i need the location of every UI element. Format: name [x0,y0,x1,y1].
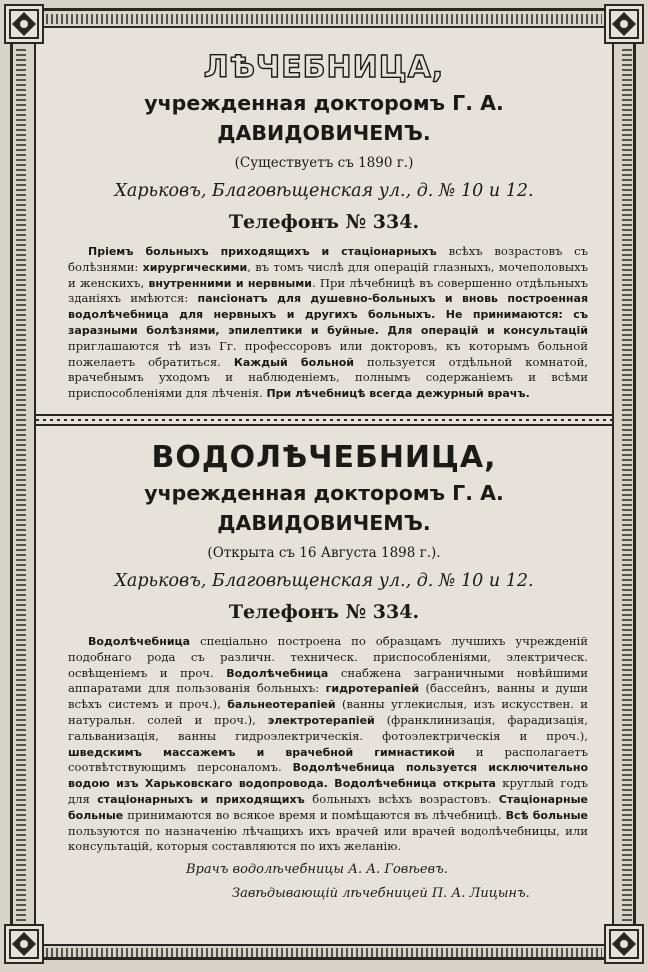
text-run: Водолѣчебница пользуется исключительно водою изъ Харьковскаго водопровода. Водолѣчебница открыта [68,761,588,791]
text-run: Водолѣчебница [88,635,191,648]
text-run: Водолѣчебница [226,666,329,680]
text-run: , въ томъ числѣ для операцій глазныхъ, мочеполовыхъ и женскихъ, [68,259,588,290]
text-run: стаціонарныхъ и приходящихъ [97,792,305,806]
text-run: (франклинизація, фарадизація, гальванизація, ванны гидроэлектрическія. фотоэлектрическія и проч.), [68,712,588,743]
clinic-title: ЛѢЧЕБНИЦА, [203,50,445,85]
hydro-since: (Открыта съ 16 Августа 1898 г.). [207,545,441,561]
corner-ornament-top-right [604,4,644,44]
text-run: приглашаются тѣ изъ Гг. профессоровъ или докторовъ, къ которымъ больной пожелаетъ обратиться. [68,338,588,369]
text-run: Стаціонарные больные [68,792,588,822]
text-run: . При лѣчебницѣ въ совершенно отдѣльныхъ зданіяхъ имѣются: [68,275,589,306]
hydro-title: ВОДОЛѢЧЕБНИЦА, [151,440,497,475]
clinic-since: (Существуетъ съ 1890 г.) [234,155,414,171]
hydro-body-text [68,634,588,855]
clinic-phone: Телефонъ № 334. [228,211,420,233]
text-run: снабжена заграничными новѣйшими аппаратами для пользованія больныхъ: [68,665,588,696]
text-run: и располагаетъ соотвѣтствующимъ персоналомъ. [68,744,589,775]
doctor-signature: Врачъ водолѣчебницы А. А. Говѣевъ. [186,862,448,878]
text-run: шведскимъ массажемъ и врачебной гимнастикой [68,745,456,759]
clinic-address: Харьковъ, Благовѣщенская ул., д. № 10 и 12. [114,181,534,201]
text-run: электротерапіей [267,713,375,727]
text-run: При лѣчебницѣ всегда дежурный врачъ. [266,387,530,401]
text-run: внутренними и нервными [148,276,313,290]
text-run: гидротерапіей [325,682,420,696]
corner-ornament-bottom-left [4,924,44,964]
clinic-advertisement [46,50,602,402]
hydrotherapy-advertisement [46,440,602,905]
text-run: всѣхъ возрастовъ съ болѣзнями: [68,244,589,274]
clinic-body-text [68,244,588,402]
text-run: спеціально построена по образцамъ лучшихъ учрежденій подобнаго рода съ различн. техническ. приспособленіями, электрическ. освѣщеніемъ и проч. [68,634,588,680]
manager-signature: Завѣдывающій лѣчебницей П. А. Лицынъ. [232,886,530,902]
ornament-rail-left [16,46,26,926]
text-run: хирургическими [142,260,248,274]
hydro-founder: учрежденная докторомъ Г. А. ДАВИДОВИЧЕМЪ. [144,481,504,535]
corner-ornament-top-left [4,4,44,44]
hydro-address: Харьковъ, Благовѣщенская ул., д. № 10 и 12. [114,571,534,591]
text-run: Каждый больной [233,355,355,369]
text-run: бальнеотерапіей [227,698,336,712]
section-divider [36,414,612,426]
text-run: принимаются во всякое время и помѣщаются въ лѣчебницѣ. [123,807,506,822]
text-run: больныхъ всѣхъ возрастовъ. [304,791,499,806]
text-run: пользуются по назначенію лѣчащихъ ихъ врачей или врачей водолѣчебницы, или консультацій, которыя составляются по ихъ желанію. [68,823,588,854]
ornament-rail-right [622,46,632,926]
text-run: (ванны углекислыя, изъ искусствен. и натуральн. солей и проч.), [68,697,588,727]
text-run: Всѣ больные [505,808,588,822]
corner-ornament-bottom-right [604,924,644,964]
text-run: пансіонатъ для душевно-больныхъ и вновь построенная водолѣчебница для нервныхъ и другихъ больныхъ. Не принимаются: съ заразными болѣзнями, эпилептики и буйные. Для операцій и консультацій [68,292,589,337]
ornament-rail-bottom [46,948,602,958]
hydro-phone: Телефонъ № 334. [228,601,420,623]
text-run: Пріемъ больныхъ приходящихъ и стаціонарныхъ [88,245,449,258]
text-run: (бассейнъ, ванны и души всѣхъ системъ и проч.), [68,681,588,712]
ornament-rail-top [46,14,602,24]
text-run: круглый годъ для [68,776,589,806]
clinic-founder: учрежденная докторомъ Г. А. ДАВИДОВИЧЕМЪ. [144,91,504,145]
text-run: пользуется отдѣльной комнатой, врачебнымъ уходомъ и наблюденіемъ, полнымъ содержаніемъ и всѣми приспособленіями для лѣченія. [68,354,588,401]
